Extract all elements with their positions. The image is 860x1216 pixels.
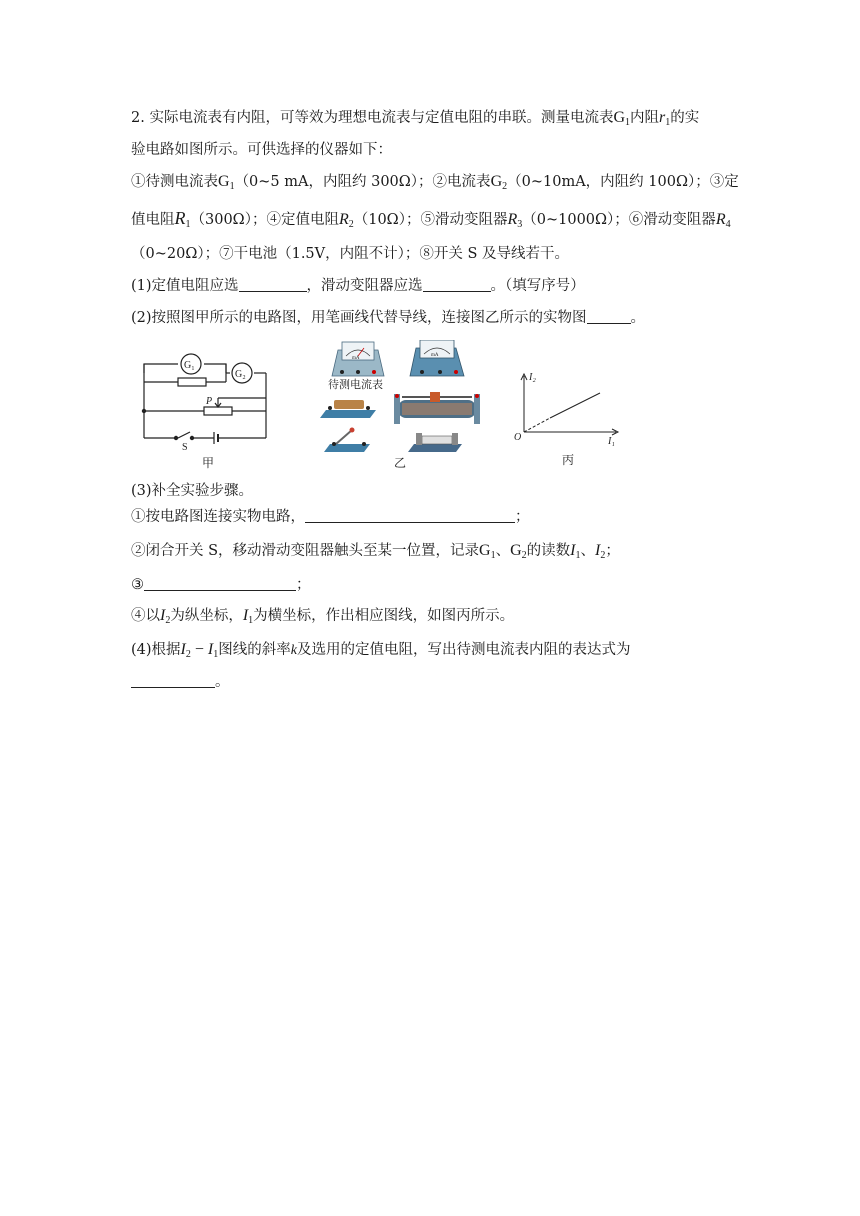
question-line-2: 验电路如图所示。可供选择的仪器如下： (131, 142, 392, 158)
p-label: P (206, 396, 213, 407)
text: (1)定值电阻应选 (131, 278, 239, 294)
text: ； (296, 577, 311, 593)
i1-symbol: $I_1$ (207, 641, 219, 660)
text: ②闭合开关 S，移动滑动变阻器触头至某一位置，记录 (131, 543, 480, 559)
text: 。 (630, 310, 646, 326)
text: 、 (495, 543, 511, 559)
text: ③ (131, 577, 144, 593)
s-label: S (182, 442, 188, 453)
text: （0~10mA，内阻约 100Ω）；③定 (507, 174, 739, 190)
subquestion-4-answer (131, 672, 230, 692)
i1-symbol: $I_1$ (242, 607, 254, 626)
text: ； (515, 509, 530, 525)
text: 的读数 (526, 543, 571, 559)
text: （0~5 mA，内阻约 300Ω）；②电流表 (234, 174, 491, 190)
text: 值电阻 (131, 212, 175, 228)
r3-resistor-symbol: $R_3$ (507, 211, 523, 230)
text: 2. 实际电流表有内阻，可等效为理想电流表与定值电阻的串联。测量电流表 (131, 110, 614, 126)
step-2 (131, 541, 620, 566)
answer-blank-step-1[interactable] (305, 508, 515, 523)
slide-rheostat (394, 392, 480, 424)
caption-yi: 乙 (394, 456, 407, 470)
i2-symbol: $I_2$ (180, 641, 191, 660)
knife-switch (324, 428, 370, 453)
text: 图线的斜率 (218, 642, 291, 658)
subquestion-1 (131, 276, 585, 296)
step-4 (131, 606, 514, 631)
text: （300Ω）；④定值电阻 (190, 212, 339, 228)
i2-symbol: $I_2$ (160, 607, 171, 626)
text: （0~1000Ω）；⑥滑动变阻器 (522, 212, 716, 228)
svg-text:mA: mA (431, 353, 439, 358)
apparatus-illustration-yi (320, 340, 480, 452)
g2-symbol: $G_2$ (510, 542, 527, 561)
y-axis-label: I₂ (529, 372, 536, 383)
figures (130, 340, 620, 472)
subquestion-4 (131, 640, 630, 665)
answer-blank-resistor[interactable] (239, 277, 307, 292)
text: 。 (215, 674, 230, 690)
answer-blank-rheostat[interactable] (423, 277, 491, 292)
text: 内阻 (630, 110, 660, 126)
i2-symbol: $I_2$ (595, 542, 606, 561)
step-3 (131, 575, 311, 595)
text: ； (605, 543, 620, 559)
circuit-diagram-jia (142, 354, 266, 444)
battery-holder (408, 433, 462, 452)
r4-resistor-symbol: $R_4$ (715, 211, 731, 230)
question-line-5: （0~20Ω）；⑦干电池（1.5V，内阻不计）；⑧开关 S 及导线若干。 (131, 246, 570, 262)
caption-jia: 甲 (202, 456, 215, 470)
milliammeter-under-test (332, 342, 384, 376)
text: （10Ω）；⑤滑动变阻器 (353, 212, 508, 228)
question-line-1 (131, 108, 699, 133)
question-line-3 (131, 172, 739, 197)
k-symbol: k (290, 643, 297, 658)
r1-resistor-symbol: $R_1$ (174, 208, 191, 230)
minus-sign: − (190, 641, 208, 658)
x-axis-label: I₁ (608, 436, 615, 447)
text: ①按电路图连接实物电路， (131, 509, 305, 525)
g1-label: G₁ (184, 360, 195, 371)
text: ①待测电流表 (131, 174, 218, 190)
svg-text:mA: mA (352, 356, 360, 361)
subquestion-3: (3)补全实验步骤。 (131, 483, 254, 499)
text: 为纵坐标， (170, 608, 243, 624)
r2-resistor-symbol: $R_2$ (338, 211, 354, 230)
r1-symbol: $r_1$ (659, 109, 671, 128)
origin-label: O (514, 432, 522, 443)
text: (2)按照图甲所示的电路图，用笔画线代替导线，连接图乙所示的实物图 (131, 310, 587, 326)
answer-blank-wiring[interactable] (587, 309, 631, 324)
g1-symbol: $G_1$ (479, 542, 496, 561)
text: 、 (580, 543, 595, 559)
i1-symbol: $I_1$ (570, 542, 581, 561)
answer-blank-expression[interactable] (131, 673, 215, 688)
text: ④以 (131, 608, 160, 624)
g2-label: G₂ (235, 369, 246, 380)
question-line-4 (131, 208, 731, 235)
text: 及选用的定值电阻，写出待测电流表内阻的表达式为 (296, 642, 631, 658)
graph-bing (521, 374, 618, 435)
text: ，滑动变阻器应选 (306, 278, 423, 294)
step-1 (131, 507, 530, 527)
text: (4)根据 (131, 642, 181, 658)
g1-symbol: $G_1$ (613, 109, 631, 128)
g2-symbol: $G_2$ (490, 173, 508, 192)
text: 的实 (670, 110, 700, 126)
g1-symbol: $G_1$ (218, 173, 235, 192)
answer-blank-step-3[interactable] (144, 576, 296, 591)
milliammeter-reference (410, 340, 464, 376)
caption-bing: 丙 (562, 453, 575, 467)
text: 。（填写序号） (490, 278, 585, 294)
subquestion-2 (131, 308, 645, 328)
meter-under-test-label: 待测电流表 (328, 379, 383, 391)
fixed-resistor-board (320, 400, 376, 418)
text: 为横坐标，作出相应图线，如图丙所示。 (253, 608, 515, 624)
